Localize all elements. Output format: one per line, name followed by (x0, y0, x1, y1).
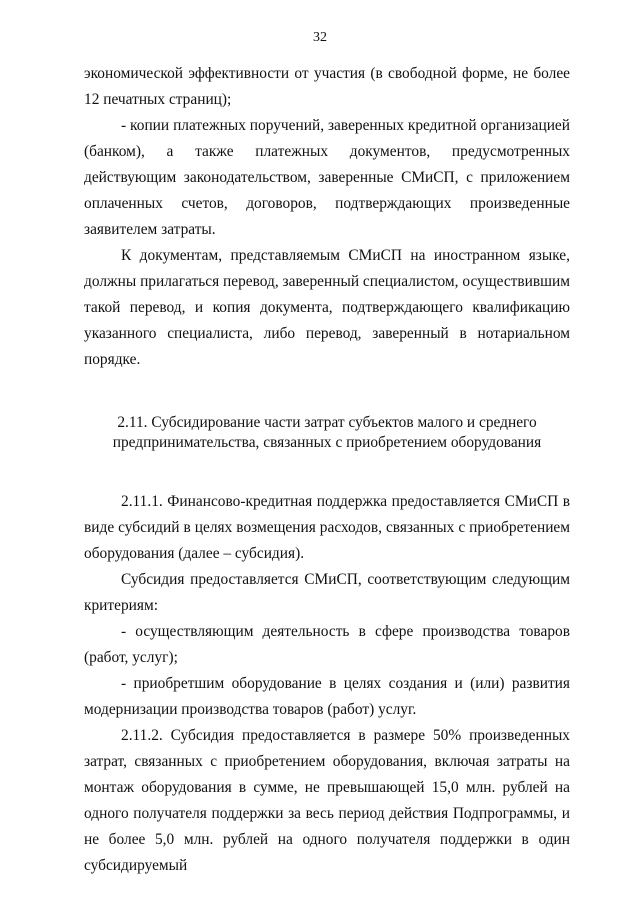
list-item-production: - осуществляющим деятельность в сфере производства товаров (работ, услуг); (84, 623, 570, 666)
page-number: 32 (313, 30, 327, 45)
paragraph-criteria: Субсидия предоставляется СМиСП, соответствующим следующим критериям: (84, 571, 570, 614)
section-heading-line-2: предпринимательства, связанных с приобретением оборудования (112, 434, 542, 451)
section-heading-line-1: 2.11. Субсидирование части затрат субъектов малого и среднего (117, 414, 537, 431)
section-heading (84, 413, 570, 453)
paragraph-2-11-1: 2.11.1. Финансово-кредитная поддержка предоставляется СМиСП в виде субсидий в целях возмещения расходов, связанных с приобретением оборудования (далее – субсидия). (84, 493, 570, 562)
paragraph-payment-copies: - копии платежных поручений, заверенных кредитной организацией (банком), а также платежных документов, предусмотренных действующим законодательством, заверенные СМиСП, с приложением оплаченных счетов, договоров, подтверждающих произведенные заявителем затраты. (84, 117, 570, 238)
paragraph-foreign-documents: К документам, представляемым СМиСП на иностранном языке, должны прилагаться перевод, заверенный специалистом, осуществившим такой перевод, и копия документа, подтверждающего квалификацию указанного специалиста, либо перевод, заверенный в нотариальном порядке. (84, 247, 570, 368)
list-item-equipment: - приобретшим оборудование в целях создания и (или) развития модернизации производства товаров (работ) услуг. (84, 675, 570, 718)
paragraph-2-11-2: 2.11.2. Субсидия предоставляется в размере 50% произведенных затрат, связанных с приобретением оборудования, включая затраты на монтаж оборудования в сумме, не превышающей 15,0 млн. рублей на одного получателя поддержки за весь период действия Подпрограммы, и не более 5,0 млн. рублей на одного получателя поддержки в один субсидируемый (84, 727, 570, 874)
paragraph-continuation: экономической эффективности от участия (в свободной форме, не более 12 печатных страниц); (84, 65, 570, 108)
document-body (84, 61, 570, 879)
